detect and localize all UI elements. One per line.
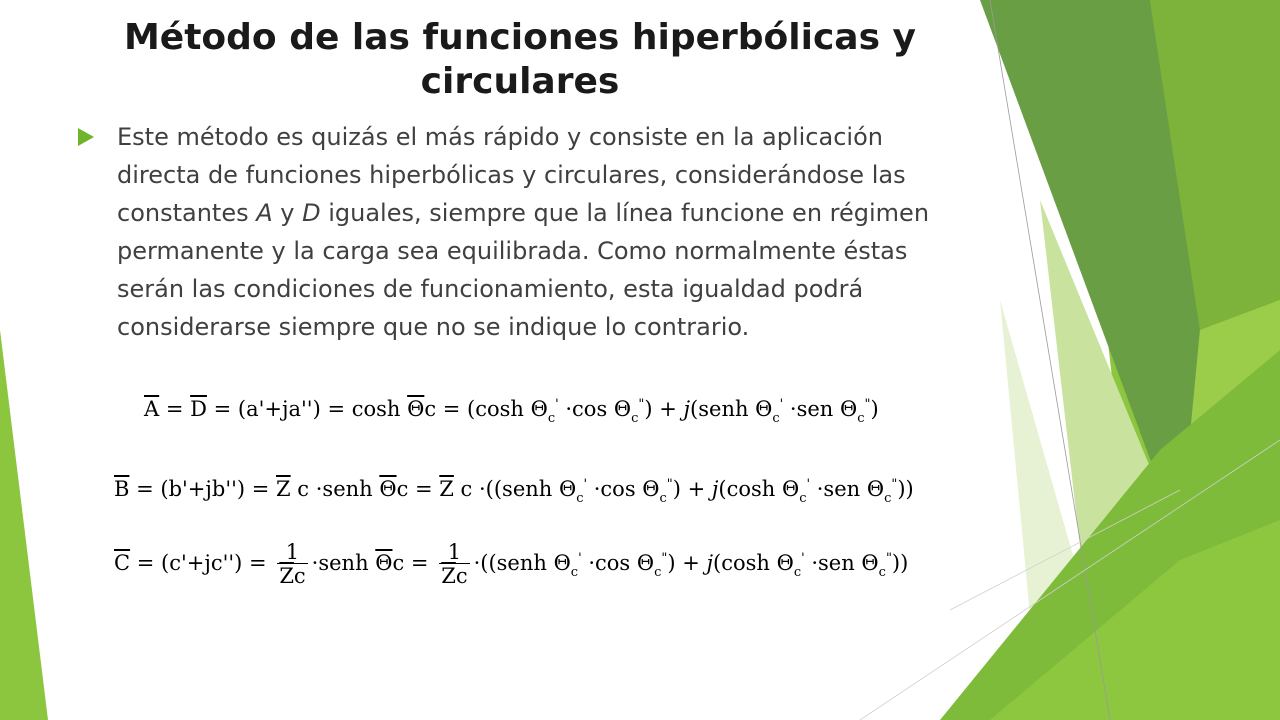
equation-b: $\overline{B} = (b'+jb'') = \overline{Z}$ c ·senh $\overline{\Theta}c = \overline{Z}$ c ·((senh $\Theta_c' \cdot\cos$ $\Theta_c^") + j(\cosh$ $\Theta_c' \cdot sen$ $\Theta_c^"$)) <box>114 477 914 506</box>
bullet-text: Este método es quizás el más rápido y consiste en la aplicación directa de funciones hiperbólicas y circulares, considerándose las constantes A y D iguales, siempre que la línea funcione en régimen permanente y la carga sea equilibrada. Como normalmente éstas serán las condiciones de funcionamiento, esta igualdad podrá considerarse siempre que no se indique lo contrario. <box>117 123 930 341</box>
slide-title: Método de las funciones hiperbólicas y circulares <box>123 17 917 102</box>
equation-a-d: $\overline{A} = \overline{D} = (a'+ja'') = \cosh \overline{\Theta}c = (\cosh$ $\Theta_c' \cdot\cos$ $\Theta_c^"$) + j(senh $\Theta_c' \cdot sen$ $\Theta_c^"$) <box>144 397 879 426</box>
equation-c: $\overline{C} = (c'+jc'')$ = $\frac{1}{\overline{Z}c}$ ·senh $\overline{\Theta}c$ = $\frac{1}{\overline{Z}c}$ ·((senh $\Theta_c' \cdot\cos$ $\Theta_c^") + j(\cosh$ $\Theta_c' \cdot sen$ $\Theta_c^"$)) <box>114 540 909 588</box>
bullet-triangle-icon <box>78 128 94 146</box>
